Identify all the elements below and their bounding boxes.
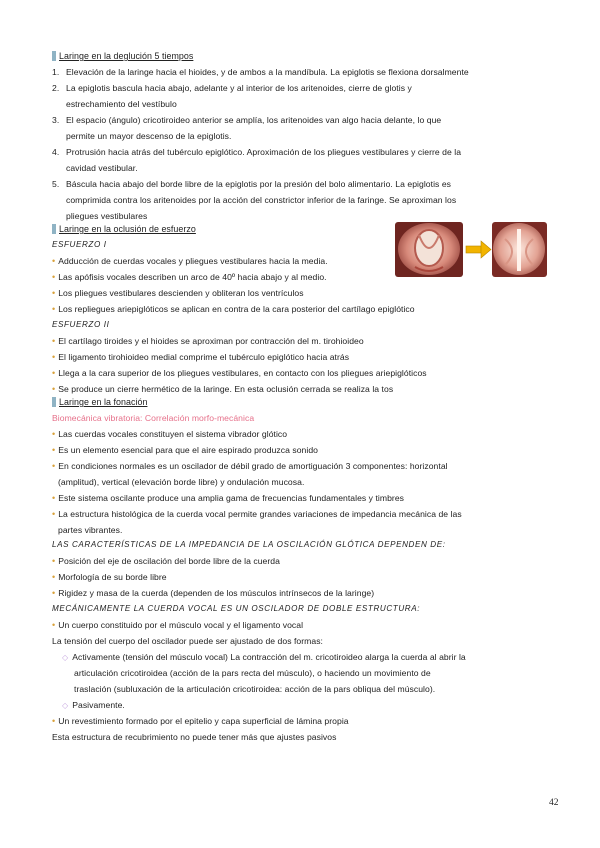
bullet-list-item bbox=[52, 287, 304, 299]
bullet-list-item bbox=[52, 303, 415, 315]
list-text: La epiglotis bascula hacia abajo, adelante y al interior de los aritenoides, cierre de glotis y bbox=[66, 83, 412, 93]
list-text: Posición del eje de oscilación del borde libre de la cuerda bbox=[58, 556, 280, 566]
list-text: Protrusión hacia atrás del tubérculo epiglótico. Aproximación de los pliegues vestibulares y cierre de la bbox=[66, 147, 462, 157]
list-text: El espacio (ángulo) cricotiroideo anterior se amplía, los aritenoides van algo hacia delante, lo que bbox=[66, 115, 442, 125]
list-text: Activamente (tensión del músculo vocal) La contracción del m. cricotiroideo alarga la cuerda al abrir la bbox=[72, 652, 466, 662]
bullet-list-item bbox=[52, 460, 448, 472]
label-impedancia: LAS CARACTERÍSTICAS DE LA IMPEDANCIA DE LA OSCILACIÓN GLÓTICA DEPENDEN DE: bbox=[52, 540, 446, 549]
section-heading-deglucion: Laringe en la deglución 5 tiempos bbox=[52, 50, 193, 62]
sub-bullet-icon: ◇ bbox=[62, 701, 69, 710]
list-item-cuerpo: • Un cuerpo constituido por el músculo vocal y el ligamento vocal bbox=[52, 620, 304, 630]
list-text: comprimida contra los aritenoides por la acción del constrictor inferior de la faringe. Se aproximan los bbox=[66, 195, 457, 205]
bullet-icon: • bbox=[52, 429, 56, 439]
bullet-list-item bbox=[52, 428, 287, 440]
list-text: Es un elemento esencial para que el aire espirado produzca sonido bbox=[58, 445, 318, 455]
section-heading-oclusion: Laringe en la oclusión de esfuerzo bbox=[52, 223, 196, 235]
list-number: 5. bbox=[52, 179, 60, 189]
numbered-list-item bbox=[52, 66, 469, 78]
bullet-list-item bbox=[52, 444, 318, 456]
sub-list-item bbox=[74, 683, 435, 695]
bullet-icon: • bbox=[52, 461, 56, 471]
bullet-list-item bbox=[52, 587, 374, 599]
list-item-revestimiento: • Un revestimiento formado por el epitelio y capa superficial de lámina propia bbox=[52, 716, 349, 726]
list-text: Llega a la cara superior de los pliegues vestibulares, en contacto con los pliegues ariepiglóticos bbox=[58, 368, 427, 378]
list-text: En condiciones normales es un oscilador de débil grado de amortiguación 3 componentes: horizontal bbox=[58, 461, 448, 471]
list-text: El cartílago tiroides y el hioides se aproximan por contracción del m. tirohioideo bbox=[58, 336, 364, 346]
bullet-icon: • bbox=[52, 509, 56, 519]
list-text: Se produce un cierre hermético de la laringe. En esta oclusión cerrada se realiza la tos bbox=[58, 384, 394, 394]
list-text: Las cuerdas vocales constituyen el sistema vibrador glótico bbox=[58, 429, 288, 439]
page-number: 42 bbox=[549, 798, 559, 808]
list-text: estrechamiento del vestíbulo bbox=[66, 99, 177, 109]
bullet-list-item bbox=[52, 255, 328, 267]
bullet-list-item bbox=[52, 351, 349, 363]
numbered-list-item bbox=[52, 130, 231, 142]
section-heading-fonacion: Laringe en la fonación bbox=[52, 396, 147, 408]
bullet-list-item bbox=[52, 271, 327, 283]
bullet-icon: • bbox=[52, 304, 56, 314]
label-esfuerzo-1: ESFUERZO I bbox=[52, 240, 107, 249]
sub-list-item bbox=[74, 667, 431, 679]
bullet-list-item bbox=[52, 508, 462, 520]
list-text: partes vibrantes. bbox=[58, 525, 123, 535]
bullet-list-item bbox=[52, 492, 404, 504]
list-text: Los repliegues ariepiglóticos se aplican en contra de la cara posterior del cartílago epiglótico bbox=[58, 304, 415, 314]
list-text: Las apófisis vocales describen un arco de 40º hacia abajo y al medio. bbox=[58, 272, 327, 282]
list-text: cavidad vestibular. bbox=[66, 163, 138, 173]
subheading-biomecanica: Biomecánica vibratoria: Correlación morfo-mecánica bbox=[52, 413, 255, 423]
list-number: 2. bbox=[52, 83, 60, 93]
bullet-list-item bbox=[52, 383, 393, 395]
bullet-list-item bbox=[52, 367, 427, 379]
list-text: La estructura histológica de la cuerda vocal permite grandes variaciones de impedancia mecánica de las bbox=[58, 509, 462, 519]
list-text: (amplitud), vertical (elevación borde libre) y ondulación mucosa. bbox=[58, 477, 305, 487]
larynx-closed-image bbox=[492, 222, 547, 277]
numbered-list-item bbox=[52, 146, 461, 158]
numbered-list-item bbox=[52, 82, 412, 94]
bullet-icon: • bbox=[52, 288, 56, 298]
list-text: Báscula hacia abajo del borde libre de la epiglotis por la presión del bolo alimentario. La epiglotis es bbox=[66, 179, 451, 189]
list-text: Pasivamente. bbox=[72, 700, 125, 710]
arrow-icon bbox=[466, 241, 491, 258]
larynx-figure bbox=[393, 221, 548, 278]
list-text: permite un mayor descenso de la epiglotis. bbox=[66, 131, 232, 141]
list-text: traslación (subluxación de la articulación cricotiroidea: acción de la pars obliqua del músculo). bbox=[74, 684, 436, 694]
bullet-icon: • bbox=[52, 620, 56, 630]
bullet-list-item bbox=[52, 555, 280, 567]
bullet-list-item bbox=[52, 571, 167, 583]
list-text: articulación cricotiroidea (acción de la pars recta del músculo), o haciendo un movimiento de bbox=[74, 668, 431, 678]
list-number: 1. bbox=[52, 67, 60, 77]
bullet-icon: • bbox=[52, 256, 56, 266]
numbered-list-item bbox=[52, 114, 441, 126]
list-number: 3. bbox=[52, 115, 60, 125]
numbered-list-item bbox=[52, 178, 451, 190]
sub-list-item bbox=[62, 651, 466, 664]
numbered-list-item bbox=[52, 162, 138, 174]
list-text: Elevación de la laringe hacia el hioides, y de ambos a la mandíbula. La epiglotis se flexiona dorsalmente bbox=[66, 67, 469, 77]
bullet-icon: • bbox=[52, 352, 56, 362]
list-text: Morfología de su borde libre bbox=[58, 572, 167, 582]
list-text: Los pliegues vestibulares descienden y obliteran los ventrículos bbox=[58, 288, 304, 298]
label-esfuerzo-2: ESFUERZO II bbox=[52, 320, 110, 329]
text-estructura: Esta estructura de recubrimiento no puede tener más que ajustes pasivos bbox=[52, 732, 337, 742]
bullet-icon: • bbox=[52, 556, 56, 566]
bullet-list-item bbox=[52, 524, 122, 536]
sub-bullet-icon: ◇ bbox=[62, 653, 69, 662]
bullet-icon: • bbox=[52, 384, 56, 394]
numbered-list-item bbox=[52, 98, 177, 110]
numbered-list-item bbox=[52, 194, 456, 206]
bullet-icon: • bbox=[52, 336, 56, 346]
bullet-icon: • bbox=[52, 572, 56, 582]
list-number: 4. bbox=[52, 147, 60, 157]
label-mecanica: MECÁNICAMENTE LA CUERDA VOCAL ES UN OSCILADOR DE DOBLE ESTRUCTURA: bbox=[52, 604, 421, 613]
sub-list-item bbox=[62, 699, 125, 712]
bullet-icon: • bbox=[52, 716, 56, 726]
bullet-list-item bbox=[52, 335, 364, 347]
bullet-icon: • bbox=[52, 588, 56, 598]
bullet-icon: • bbox=[52, 445, 56, 455]
list-text: Rigidez y masa de la cuerda (dependen de los músculos intrínsecos de la laringe) bbox=[58, 588, 375, 598]
bullet-icon: • bbox=[52, 493, 56, 503]
list-text: pliegues vestibulares bbox=[66, 211, 148, 221]
bullet-icon: • bbox=[52, 272, 56, 282]
numbered-list-item bbox=[52, 210, 147, 222]
list-text: El ligamento tirohioideo medial comprime el tubérculo epiglótico hacia atrás bbox=[58, 352, 350, 362]
text-tension: La tensión del cuerpo del oscilador puede ser ajustado de dos formas: bbox=[52, 636, 323, 646]
list-text: Este sistema oscilante produce una amplia gama de frecuencias fundamentales y timbres bbox=[58, 493, 404, 503]
bullet-icon: • bbox=[52, 368, 56, 378]
bullet-list-item bbox=[52, 476, 304, 488]
list-text: Adducción de cuerdas vocales y pliegues vestibulares hacia la media. bbox=[58, 256, 328, 266]
larynx-open-image bbox=[395, 222, 463, 277]
